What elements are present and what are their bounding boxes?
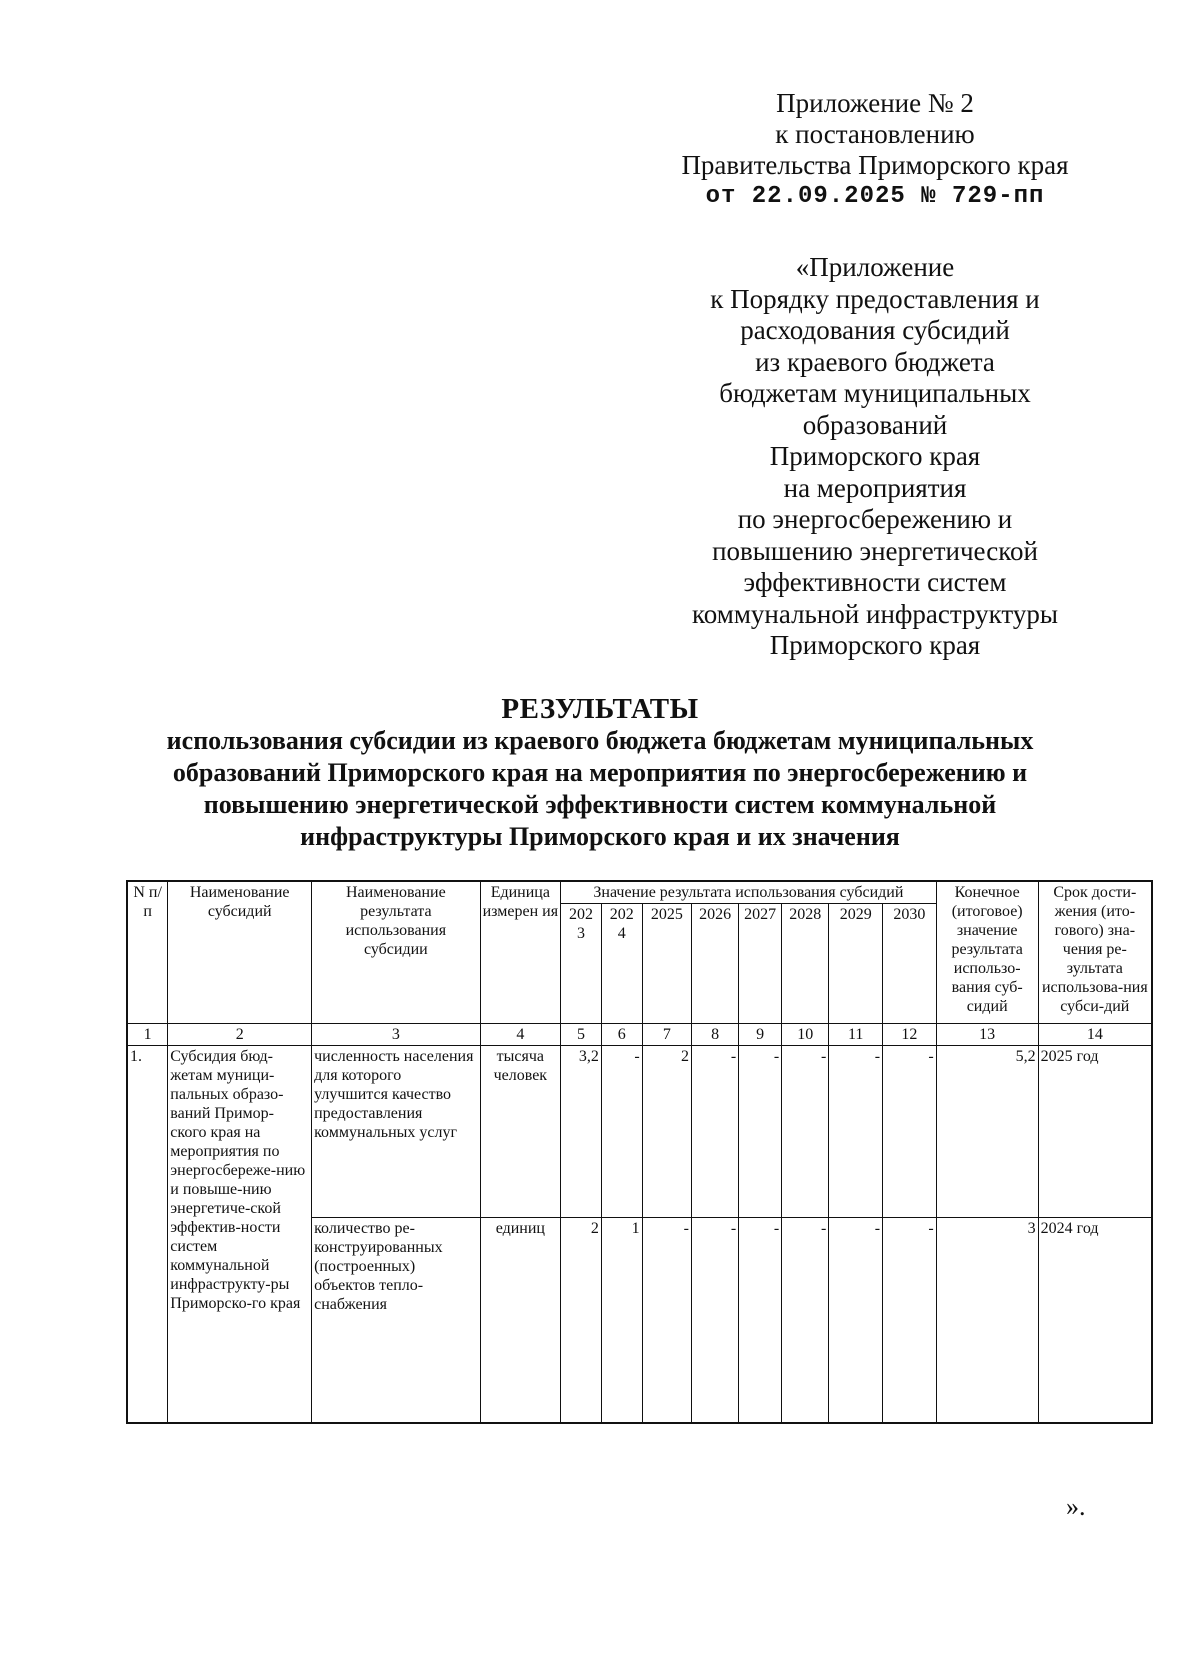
title-main: РЕЗУЛЬТАТЫ	[501, 693, 699, 725]
header-subsidy: Наименование субсидий	[168, 881, 312, 1024]
column-number: 12	[883, 1024, 937, 1046]
header-year: 2029	[829, 904, 883, 1024]
attachment-line: из краевого бюджета	[755, 346, 995, 377]
deadline: 2024 год	[1038, 1218, 1152, 1423]
attachment-line: по энергосбережению и	[737, 504, 1013, 534]
column-number: 6	[601, 1024, 642, 1046]
header-unit: Единица измерен ия	[480, 881, 560, 1024]
column-number: 3	[312, 1024, 481, 1046]
column-number: 10	[782, 1024, 829, 1046]
subsidy-name: Субсидия бюд-жетам муници-пальных образо-ваний Примор-ского края на мероприятия по энергосбереже-нию и повыше-нию энергетиче-ской эффектив-ности систем коммунальной инфраструкту-ры Приморско-го края	[168, 1046, 312, 1423]
title-line: образований Приморского края на мероприятия по энергосбережению и	[172, 758, 1028, 787]
value-2026: -	[692, 1218, 739, 1423]
appendix-header	[660, 88, 1090, 212]
header-year: 202 4	[601, 904, 642, 1024]
value-2029: -	[829, 1218, 883, 1423]
value-2027: -	[739, 1046, 782, 1218]
column-number: 4	[480, 1024, 560, 1046]
deadline: 2025 год	[1038, 1046, 1152, 1218]
document-title	[60, 693, 1140, 853]
value-2023: 3,2	[561, 1046, 602, 1218]
attachment-line: бюджетам муниципальных	[719, 378, 1031, 408]
header-num: N п/п	[127, 881, 168, 1024]
header-year: 2025	[642, 904, 691, 1024]
attachment-line: к Порядку предоставления и	[710, 283, 1040, 314]
header-final: Конечное (итоговое) значение результата использо-вания суб-сидий	[936, 881, 1038, 1024]
column-number: 1	[127, 1024, 168, 1046]
attachment-line: образований	[802, 409, 948, 440]
closing-quote: ».	[1066, 1492, 1086, 1521]
results-table	[126, 880, 1153, 1424]
attachment-line: на мероприятия	[783, 472, 967, 503]
column-number: 8	[692, 1024, 739, 1046]
attachment-line: коммунальной инфраструктуры	[692, 598, 1058, 629]
attachment-header	[660, 252, 1090, 662]
column-number: 13	[936, 1024, 1038, 1046]
attachment-line: Приморского края	[769, 630, 981, 660]
column-number: 9	[739, 1024, 782, 1046]
appendix-line1: Приложение № 2	[776, 88, 974, 118]
value-2030: -	[883, 1218, 937, 1423]
unit: единиц	[480, 1218, 560, 1423]
row-number: 1.	[127, 1046, 168, 1423]
unit: тысяча человек	[480, 1046, 560, 1218]
header-values-group: Значение результата использования субсидий	[561, 881, 937, 904]
header-result: Наименование результата использования субсидии	[312, 881, 481, 1024]
column-number: 5	[561, 1024, 602, 1046]
attachment-line: расходования субсидий	[740, 315, 1010, 345]
result-name: численность населения для которого улучшится качество предоставления коммунальных услуг	[312, 1046, 481, 1218]
value-2025: 2	[642, 1046, 691, 1218]
column-number: 2	[168, 1024, 312, 1046]
attachment-line: Приморского края	[769, 441, 981, 471]
value-2024: 1	[601, 1218, 642, 1423]
column-number: 7	[642, 1024, 691, 1046]
value-2024: -	[601, 1046, 642, 1218]
attachment-line: эффективности систем	[743, 567, 1007, 597]
value-2027: -	[739, 1218, 782, 1423]
header-deadline: Срок дости-жения (ито-гового) зна-чения ре-зультата использова-ния субси-дий	[1038, 881, 1152, 1024]
header-year: 202 3	[561, 904, 602, 1024]
value-2030: -	[883, 1046, 937, 1218]
column-numbers-row	[127, 1024, 1152, 1046]
value-2023: 2	[561, 1218, 602, 1423]
title-line: повышению энергетической эффективности систем коммунальной	[203, 790, 997, 819]
header-year: 2026	[692, 904, 739, 1024]
title-line: инфраструктуры Приморского края и их значения	[300, 822, 900, 851]
final-value: 5,2	[936, 1046, 1038, 1218]
result-name: количество ре-конструированных (построенных) объектов тепло-снабжения	[312, 1218, 481, 1423]
header-year: 2030	[883, 904, 937, 1024]
title-line: использования субсидии из краевого бюджета бюджетам муниципальных	[166, 726, 1034, 755]
appendix-reference: от 22.09.2025 № 729-пп	[705, 183, 1045, 210]
column-number: 14	[1038, 1024, 1152, 1046]
appendix-line2: к постановлению	[775, 119, 975, 149]
attachment-line: повышению энергетической	[712, 535, 1038, 566]
value-2025: -	[642, 1218, 691, 1423]
appendix-line3: Правительства Приморского края	[681, 150, 1069, 180]
attachment-line: «Приложение	[795, 252, 955, 282]
header-year: 2028	[782, 904, 829, 1024]
header-year: 2027	[739, 904, 782, 1024]
table-row	[127, 1046, 1152, 1218]
value-2026: -	[692, 1046, 739, 1218]
header-row	[127, 881, 1152, 904]
value-2028: -	[782, 1218, 829, 1423]
final-value: 3	[936, 1218, 1038, 1423]
column-number: 11	[829, 1024, 883, 1046]
value-2028: -	[782, 1046, 829, 1218]
value-2029: -	[829, 1046, 883, 1218]
